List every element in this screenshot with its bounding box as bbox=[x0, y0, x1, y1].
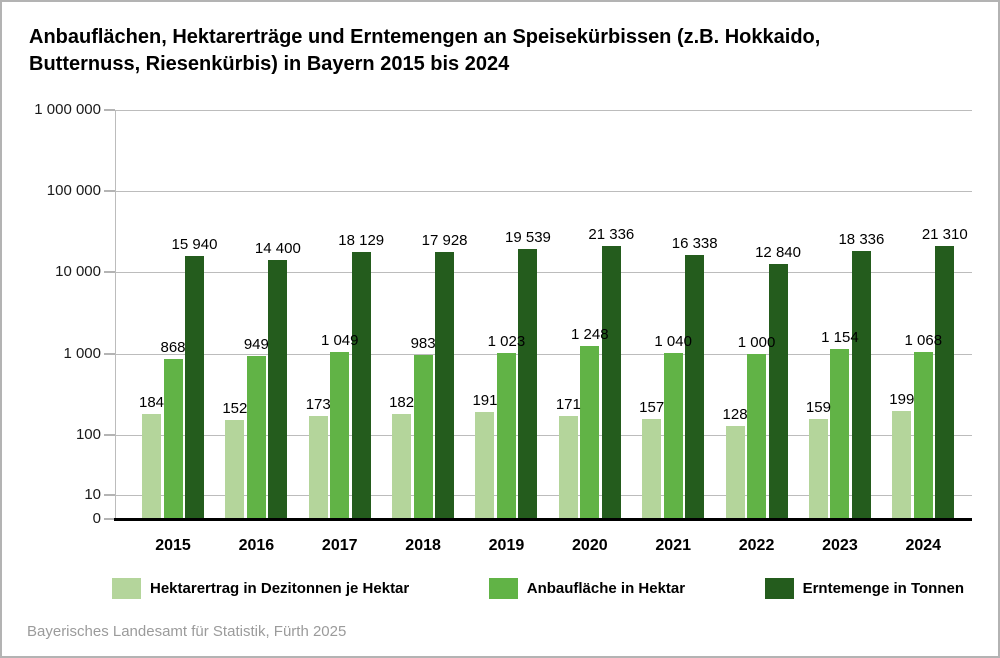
bar-value-label: 128 bbox=[722, 406, 748, 424]
bar-value-label: 19 539 bbox=[505, 228, 551, 246]
y-axis-tick bbox=[104, 109, 115, 111]
gridline bbox=[115, 191, 972, 192]
bar-value-label: 15 940 bbox=[171, 236, 218, 254]
bar-value-label: 1 154 bbox=[821, 328, 859, 346]
bar-light_green-2024 bbox=[892, 411, 911, 519]
legend-swatch-light_green bbox=[112, 578, 141, 599]
y-axis-tick bbox=[104, 190, 115, 192]
bar-value-label: 191 bbox=[472, 392, 498, 410]
x-axis-category-label: 2017 bbox=[321, 537, 358, 554]
bar-value-label: 1 248 bbox=[571, 326, 609, 344]
bar-value-label: 157 bbox=[639, 399, 665, 417]
bar-mid_green-2016 bbox=[247, 356, 266, 519]
bar-dark_green-2016 bbox=[268, 260, 287, 519]
bar-value-label: 16 338 bbox=[671, 235, 718, 253]
bar-light_green-2022 bbox=[726, 426, 745, 519]
x-axis-category-label: 2020 bbox=[572, 537, 608, 554]
bar-value-label: 152 bbox=[222, 400, 248, 418]
x-axis-category-label: 2024 bbox=[905, 537, 942, 554]
bar-value-label: 1 049 bbox=[320, 332, 359, 350]
bar-light_green-2015 bbox=[142, 414, 161, 519]
bar-value-label: 14 400 bbox=[254, 239, 301, 257]
bar-value-label: 17 928 bbox=[421, 231, 468, 249]
legend-item bbox=[489, 578, 685, 599]
bar-value-label: 18 129 bbox=[338, 231, 385, 249]
y-axis-line bbox=[115, 110, 116, 519]
bar-value-label: 18 336 bbox=[838, 231, 885, 249]
bar-light_green-2020 bbox=[559, 416, 578, 519]
bar-value-label: 173 bbox=[305, 395, 331, 413]
bar-value-label: 1 023 bbox=[487, 333, 526, 351]
y-axis-tick bbox=[104, 494, 115, 496]
bar-value-label: 21 310 bbox=[921, 225, 968, 243]
bar-light_green-2018 bbox=[392, 414, 411, 519]
x-axis-category-label: 2016 bbox=[238, 537, 275, 554]
y-axis-tick-label: 1 000 000 bbox=[34, 101, 101, 118]
x-axis-category-label: 2019 bbox=[488, 537, 525, 554]
bar-mid_green-2019 bbox=[497, 353, 516, 519]
bar-mid_green-2021 bbox=[664, 353, 683, 519]
y-axis-tick-label: 10 bbox=[84, 486, 101, 503]
legend-swatch-dark_green bbox=[765, 578, 794, 599]
y-axis-tick bbox=[104, 271, 115, 273]
bar-light_green-2017 bbox=[309, 416, 328, 519]
y-axis-tick bbox=[104, 434, 115, 436]
chart-title-line2: Butternuss, Riesenkürbis) in Bayern 2015 bis 2024 bbox=[29, 53, 510, 75]
legend bbox=[112, 577, 964, 599]
y-axis-tick-label: 100 000 bbox=[46, 182, 101, 199]
bar-value-label: 199 bbox=[889, 390, 915, 408]
bar-light_green-2019 bbox=[475, 412, 494, 519]
bar-mid_green-2015 bbox=[164, 359, 183, 519]
bar-mid_green-2023 bbox=[830, 349, 849, 519]
bar-dark_green-2018 bbox=[435, 252, 454, 519]
bar-dark_green-2021 bbox=[685, 255, 704, 519]
bar-mid_green-2017 bbox=[330, 352, 349, 519]
bar-dark_green-2023 bbox=[852, 251, 871, 519]
bar-dark_green-2020 bbox=[602, 246, 621, 519]
bar-mid_green-2018 bbox=[414, 355, 433, 519]
x-axis-category-label: 2018 bbox=[405, 537, 441, 554]
bar-value-label: 949 bbox=[243, 335, 269, 353]
bar-value-label: 12 840 bbox=[755, 243, 801, 261]
bar-value-label: 1 040 bbox=[654, 332, 692, 350]
gridline bbox=[115, 272, 972, 273]
x-axis-category-label: 2023 bbox=[822, 537, 858, 554]
chart-title-line1: Anbauflächen, Hektarerträge und Erntemengen an Speisekürbissen (z.B. Hokkaido, bbox=[29, 26, 821, 48]
bar-dark_green-2015 bbox=[185, 256, 204, 519]
bar-dark_green-2019 bbox=[518, 249, 537, 519]
bar-dark_green-2017 bbox=[352, 252, 371, 519]
bar-dark_green-2024 bbox=[935, 246, 954, 519]
y-axis-tick-label: 0 bbox=[92, 510, 101, 527]
legend-item bbox=[765, 578, 964, 599]
x-axis-category-label: 2015 bbox=[155, 537, 191, 554]
bar-value-label: 159 bbox=[805, 398, 831, 416]
y-axis-tick-label: 10 000 bbox=[55, 263, 101, 280]
plot-area bbox=[2, 2, 1000, 658]
x-axis-line bbox=[114, 518, 972, 521]
legend-label: Erntemenge in Tonnen bbox=[802, 579, 964, 597]
y-axis-tick-label: 1 000 bbox=[63, 345, 101, 362]
bar-light_green-2016 bbox=[225, 420, 244, 519]
bar-mid_green-2020 bbox=[580, 346, 599, 519]
bar-value-label: 182 bbox=[389, 394, 415, 412]
x-axis-category-label: 2021 bbox=[655, 537, 691, 554]
bar-value-label: 1 068 bbox=[904, 331, 943, 349]
bar-mid_green-2022 bbox=[747, 354, 766, 519]
legend-label: Hektarertrag in Dezitonnen je Hektar bbox=[150, 579, 410, 597]
bar-light_green-2023 bbox=[809, 419, 828, 519]
x-axis-category-label: 2022 bbox=[738, 537, 775, 554]
bar-dark_green-2022 bbox=[769, 264, 788, 519]
gridline bbox=[115, 110, 972, 111]
bar-value-label: 21 336 bbox=[588, 225, 635, 243]
bar-mid_green-2024 bbox=[914, 352, 933, 519]
bar-value-label: 868 bbox=[160, 338, 186, 356]
source-note: Bayerisches Landesamt für Statistik, Fürth 2025 bbox=[27, 623, 347, 640]
y-axis-tick bbox=[104, 353, 115, 355]
bar-light_green-2021 bbox=[642, 419, 661, 519]
legend-item bbox=[112, 578, 409, 599]
bar-value-label: 1 000 bbox=[737, 333, 776, 351]
bar-value-label: 983 bbox=[410, 334, 436, 352]
y-axis-tick-label: 100 bbox=[75, 426, 101, 443]
legend-swatch-mid_green bbox=[489, 578, 518, 599]
bar-value-label: 171 bbox=[555, 396, 581, 414]
bar-value-label: 184 bbox=[138, 393, 165, 411]
legend-label: Anbaufläche in Hektar bbox=[526, 579, 686, 597]
